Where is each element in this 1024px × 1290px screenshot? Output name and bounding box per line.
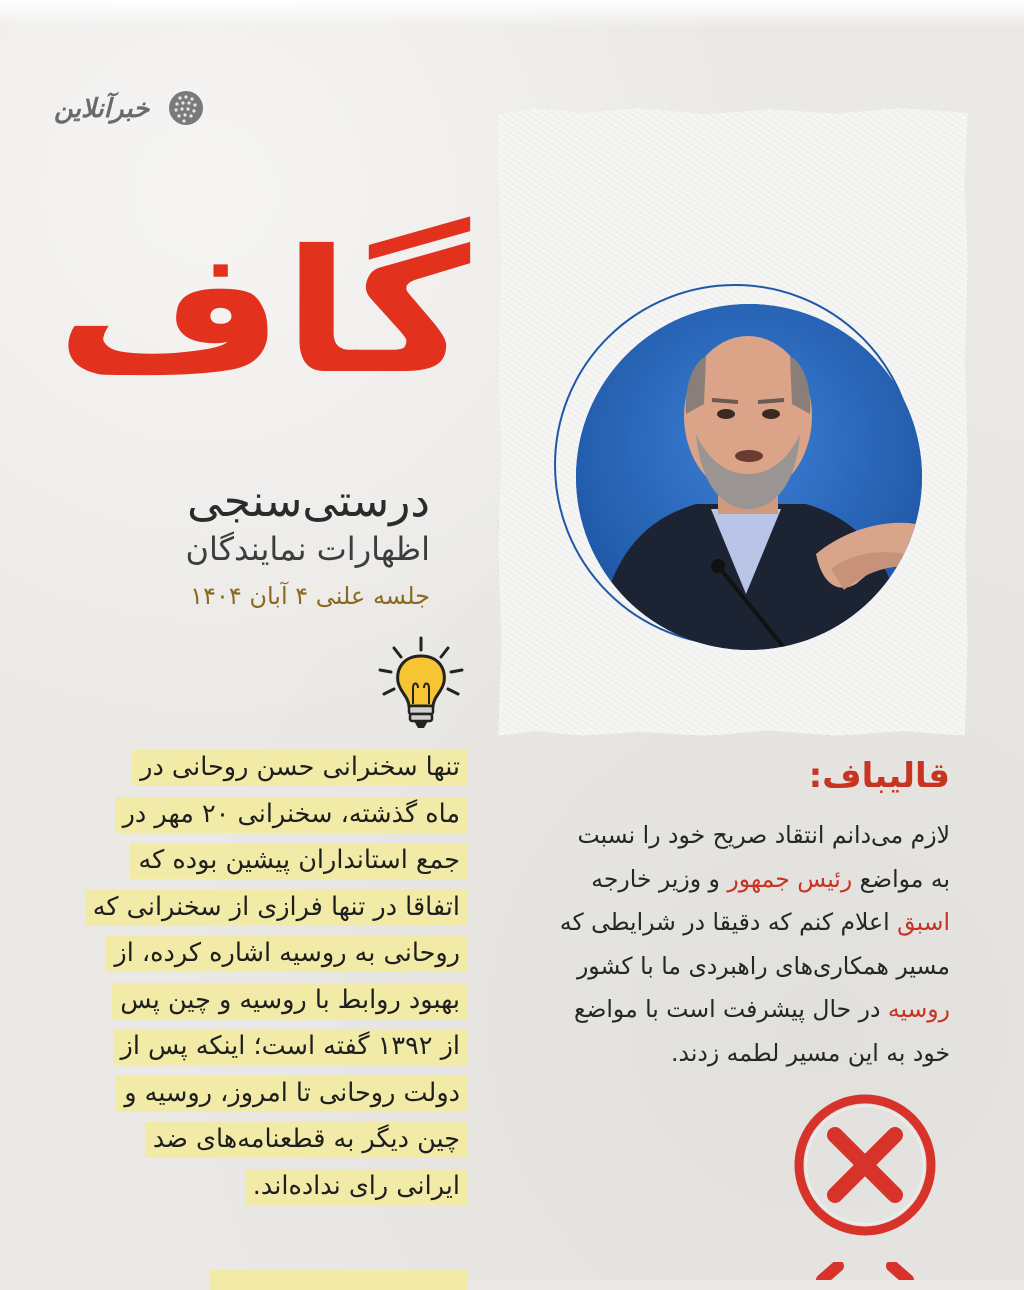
fact-line: دولت روحانی تا امروز، روسیه و (116, 1076, 468, 1112)
session-date: جلسه علنی ۴ آبان ۱۴۰۴ (190, 582, 430, 610)
fact-line: اتفاقا در تنها فرازی از سخنرانی که (85, 890, 468, 926)
speaker-name: قالیباف: (808, 756, 950, 796)
top-fade (0, 0, 1024, 28)
headline-title-text: گاف (55, 214, 470, 412)
fact-continuation-highlight (210, 1270, 468, 1290)
quote-text: مسیر همکاری‌های راهبردی ما با کشور (576, 951, 950, 980)
fact-line: بهبود روابط با روسیه و چین پس (112, 983, 468, 1019)
fact-line: تنها سخنرانی حسن روحانی در (132, 750, 468, 786)
x-mark-icon (800, 1262, 930, 1280)
quote-highlight: روسیه (887, 995, 950, 1023)
quote-highlight: اسبق (897, 908, 950, 936)
photo-card (498, 108, 968, 736)
headline-title (50, 208, 470, 448)
quote-text: خود به این مسیر لطمه زدند. (671, 1038, 950, 1067)
x-mark-icon (790, 1090, 940, 1240)
brand-logo (54, 88, 204, 140)
lightbulb-icon (376, 636, 466, 732)
fact-line: روحانی به روسیه اشاره کرده، از (106, 936, 468, 972)
fact-line: جمع استانداران پیشین بوده که (130, 843, 468, 879)
quote-text: به مواضع (852, 864, 950, 893)
headline-subtitle: درستی‌سنجی (187, 476, 430, 527)
speaker-quote (500, 814, 950, 1075)
fact-line: ایرانی رای نداده‌اند. (245, 1169, 468, 1205)
quote-highlight: رئیس جمهور (727, 864, 853, 893)
quote-text: لازم می‌دانم انتقاد صریح خود را نسبت (577, 821, 950, 849)
speaker-portrait (576, 304, 922, 650)
fact-line: ماه گذشته، سخنرانی ۲۰ مهر در (115, 797, 468, 833)
fact-line: از ۱۳۹۲ گفته است؛ اینکه پس از (113, 1029, 468, 1065)
logo-text: خبرآنلاین (54, 94, 150, 124)
quote-text: و وزیر خارجه (591, 864, 728, 893)
quote-text: اعلام کنم که دقیقا در شرایطی که (559, 908, 898, 936)
fact-paragraph (28, 744, 468, 1209)
quote-text: در حال پیشرفت است با مواضع (573, 995, 888, 1023)
headline-subtitle2: اظهارات نمایندگان (185, 530, 430, 568)
globe-logo-icon (166, 88, 206, 128)
portrait-illustration (576, 304, 922, 650)
fact-line: چین دیگر به قطعنامه‌های ضد (145, 1122, 468, 1158)
